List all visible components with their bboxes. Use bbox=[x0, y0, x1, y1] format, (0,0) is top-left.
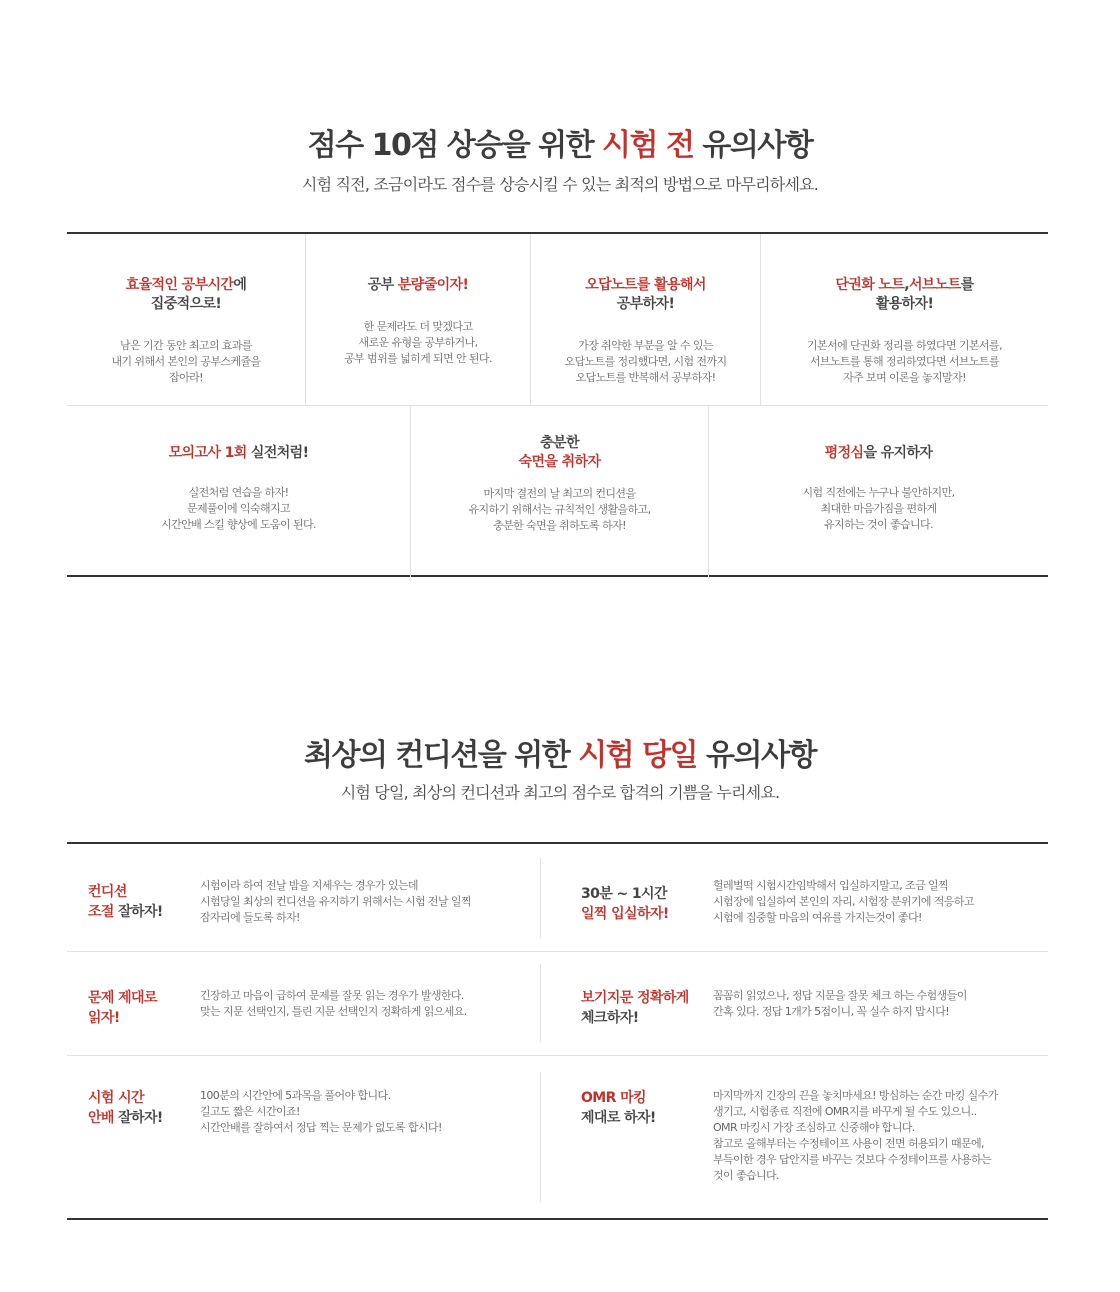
tip-title: 충분한 숙면을 취하자 bbox=[518, 435, 601, 470]
item-title: 30분 ~ 1시간 일찍 입실하자! bbox=[581, 886, 669, 922]
item-time-allocation bbox=[67, 1056, 557, 1218]
section1-title bbox=[0, 120, 1120, 164]
tip-reduce-amount bbox=[305, 234, 530, 405]
tip-summary-note bbox=[760, 234, 1048, 405]
tip-study-time bbox=[67, 234, 305, 405]
items-row-2 bbox=[67, 952, 1048, 1056]
section1-title-post: 유의사항 bbox=[693, 128, 813, 163]
tip-sleep bbox=[410, 406, 708, 577]
item-title: 컨디션 조절 잘하자! bbox=[88, 884, 163, 920]
section2-subtitle: 시험 당일, 최상의 컨디션과 최고의 점수로 합격의 기쁨을 누리세요. bbox=[340, 783, 780, 802]
tip-title: 오답노트를 활용해서 공부하자! bbox=[585, 277, 706, 312]
tip-wrong-answer-note bbox=[530, 234, 760, 405]
tip-desc: 실전처럼 연습을 하자! 문제풀이에 익숙해지고 시간안배 스킬 향상에 도움이 된다. bbox=[161, 486, 316, 531]
item-desc: 헐레벌떡 시험시간임박해서 입실하지말고, 조금 일찍 시험장에 입실하여 본인의 자리, 시험장 분위기에 적응하고 시험에 집중할 마음의 여유를 가지는것이 좋다! bbox=[713, 879, 974, 924]
items-row-3 bbox=[67, 1056, 1048, 1218]
item-check-answer bbox=[557, 952, 1048, 1055]
tip-desc: 가장 취약한 부분을 알 수 있는 오답노트를 정리했다면, 시험 전까지 오답노트를 반복해서 공부하자! bbox=[564, 339, 727, 384]
item-read-carefully bbox=[67, 952, 557, 1055]
item-desc: 100분의 시간안에 5과목을 풀어야 합니다. 길고도 짧은 시간이죠! 시간안배를 잘하여서 정답 찍는 문제가 없도록 합시다! bbox=[200, 1089, 442, 1134]
item-condition bbox=[67, 844, 557, 951]
item-desc: 시험이라 하여 전날 밤을 지세우는 경우가 있는데 시험당일 최상의 컨디션을 유지하기 위해서는 시험 전날 일찍 잠자리에 들도록 하자! bbox=[200, 879, 471, 924]
tip-desc: 기본서에 단권화 정리를 하였다면 기본서를, 서브노트를 통해 정리하였다면 서브노트를 자주 보며 이론을 놓지말자! bbox=[807, 339, 1002, 384]
tip-title: 모의고사 1회 실전처럼! bbox=[168, 445, 309, 461]
tip-desc: 시험 직전에는 누구나 불안하지만, 최대한 마음가짐을 편하게 유지하는 것이 좋습니다. bbox=[802, 486, 955, 531]
tip-composure bbox=[708, 406, 1048, 577]
item-desc: 꼼꼼히 읽었으나, 정답 지문을 잘못 체크 하는 수험생들이 간혹 있다. 정답 1개가 5점이니, 꼭 실수 하지 맙시다! bbox=[713, 989, 967, 1018]
section2-title-highlight: 시험 당일 bbox=[578, 738, 698, 773]
tip-title: 효율적인 공부시간에 집중적으로! bbox=[125, 277, 247, 312]
item-title: 문제 제대로 읽자! bbox=[88, 990, 157, 1026]
tip-title: 평정심을 유지하자 bbox=[824, 445, 933, 461]
section1-title-pre: 점수 10점 상승을 위한 bbox=[307, 128, 603, 163]
item-desc: 마지막까지 긴장의 끈을 놓치마세요! 방심하는 순간 마킹 실수가 생기고, 시험종료 직전에 OMR지를 바꾸게 될 수도 있으니.. OMR 마킹시 가장 조심하고 신중해야 합니다. 참고로 올해부터는 수정테이프 사용이 전면 허용되기 때문에, 부득이한 경우 답안지를 바꾸는 것보다 수정테이프를 사용하는 것이 좋습니다. bbox=[713, 1089, 998, 1182]
tip-mock-exam bbox=[67, 406, 410, 577]
tip-desc: 남은 기간 동안 최고의 효과를 내기 위해서 본인의 공부스케쥴을 잡아라! bbox=[111, 339, 261, 384]
tip-title: 공부 분량줄이자! bbox=[367, 277, 469, 293]
section2-title-pre: 최상의 컨디션을 위한 bbox=[304, 738, 579, 773]
item-title: 시험 시간 안배 잘하자! bbox=[88, 1090, 163, 1126]
section1-title-highlight: 시험 전 bbox=[602, 128, 694, 163]
item-title: OMR 마킹 제대로 하자! bbox=[581, 1090, 656, 1126]
tip-desc: 마지막 결전의 날 최고의 컨디션을 유지하기 위해서는 규칙적인 생활을하고, 충분한 숙면을 취하도록 하자! bbox=[468, 487, 651, 532]
items-row-1 bbox=[67, 844, 1048, 952]
section1-subtitle: 시험 직전, 조금이라도 점수를 상승시킬 수 있는 최적의 방법으로 마무리하세요. bbox=[301, 175, 819, 194]
item-early-entry bbox=[557, 844, 1048, 951]
item-omr-marking bbox=[557, 1056, 1048, 1218]
tip-title: 단권화 노트,서브노트를 활용하자! bbox=[835, 277, 974, 312]
section2-title-post: 유의사항 bbox=[697, 738, 816, 773]
section2-title bbox=[0, 730, 1120, 774]
tips-row-2 bbox=[67, 406, 1048, 577]
item-desc: 긴장하고 마음이 급하여 문제를 잘못 읽는 경우가 발생한다. 맞는 지문 선택인지, 틀린 지문 선택인지 정확하게 읽으세요. bbox=[200, 989, 467, 1018]
tips-row-1 bbox=[67, 234, 1048, 406]
section1-tips-grid bbox=[67, 232, 1048, 577]
section2-items-table bbox=[67, 842, 1048, 1220]
tip-desc: 한 문제라도 더 맞겠다고 새로운 유형을 공부하거나, 공부 범위를 넓히게 되면 안 된다. bbox=[344, 320, 492, 365]
item-title: 보기지문 정확하게 체크하자! bbox=[581, 990, 689, 1026]
